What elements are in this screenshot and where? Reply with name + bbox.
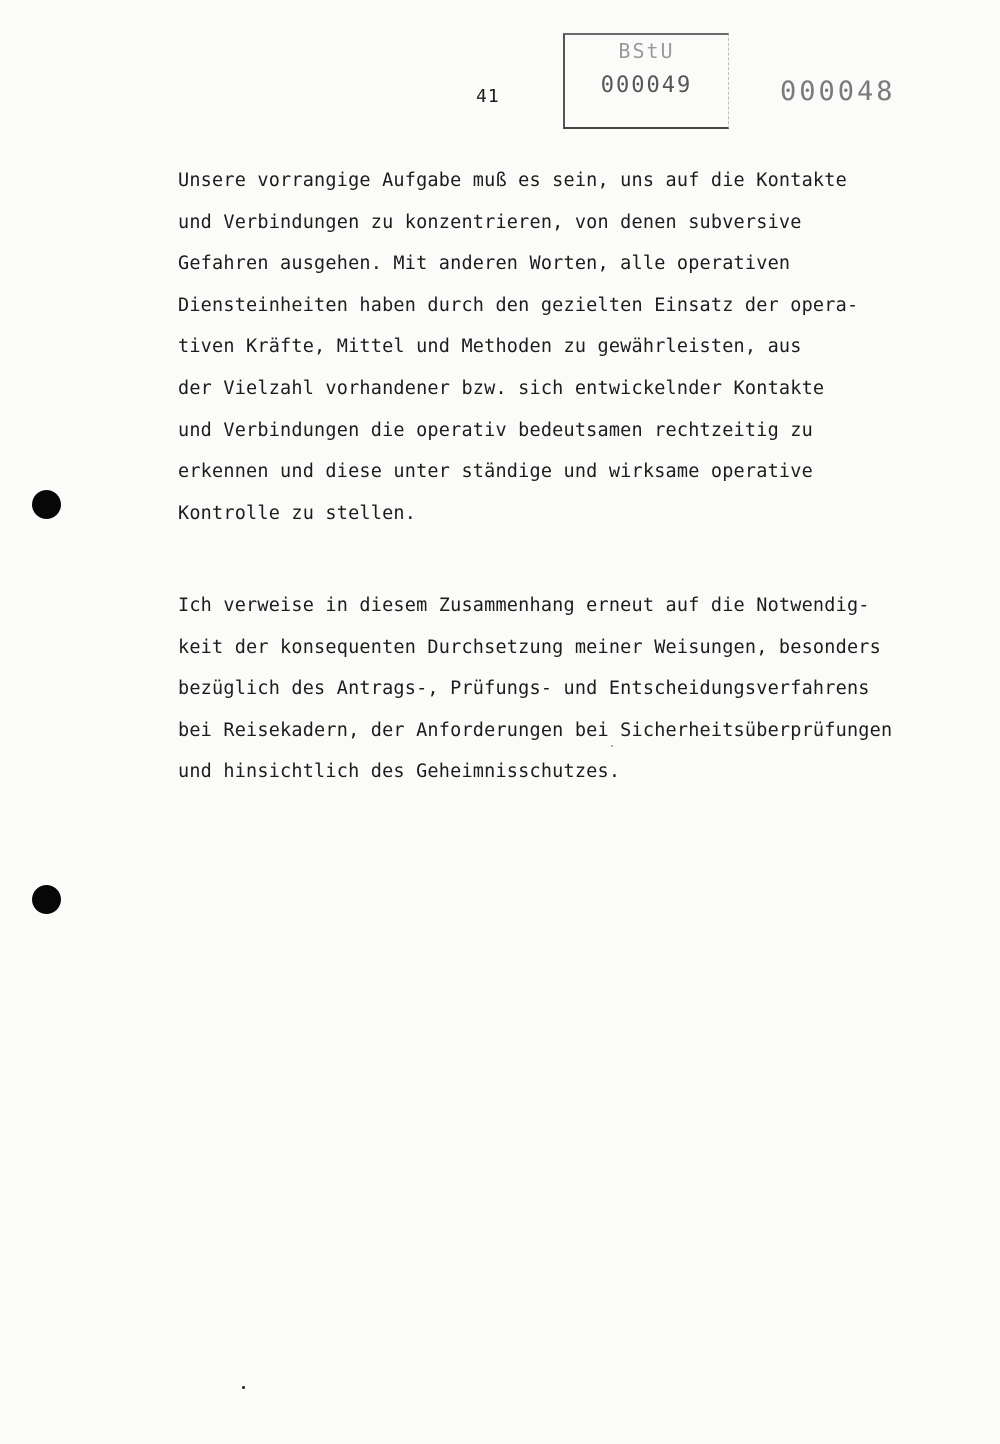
page-number: 41 [476, 86, 500, 107]
text-line: und Verbindungen die operativ bedeutsamen rechtzeitig zu [178, 419, 813, 441]
text-line: und Verbindungen zu konzentrieren, von denen subversive [178, 211, 802, 233]
text-line: Ich verweise in diesem Zusammenhang erneut auf die Notwendig- [178, 595, 870, 616]
text-line: Gefahren ausgehen. Mit anderen Worten, alle operativen [178, 253, 791, 275]
punch-hole-bottom [32, 885, 61, 914]
paragraph-2 [178, 585, 978, 793]
text-line: bei Reisekadern, der Anforderungen bei Sicherheitsüberprüfungen [178, 719, 893, 741]
text-line: erkennen und diese unter ständige und wirksame operative [178, 461, 813, 483]
paragraph-1 [178, 160, 978, 534]
text-line: bezüglich des Antrags-, Prüfungs- und Entscheidungsverfahrens [178, 678, 870, 700]
stamp-org-label: BStU [618, 39, 675, 63]
punch-hole-top [32, 490, 61, 519]
text-line: und hinsichtlich des Geheimnisschutzes. [178, 761, 621, 783]
stamp-number: 000049 [600, 73, 693, 98]
text-line: keit der konsequenten Durchsetzung meiner Weisungen, besonders [178, 636, 881, 658]
text-line: Kontrolle zu stellen. [178, 502, 417, 524]
archive-page-number: 000048 [780, 76, 896, 107]
text-line: Unsere vorrangige Aufgabe muß es sein, uns auf die Kontakte [178, 170, 847, 191]
text-line: tiven Kräfte, Mittel und Methoden zu gewährleisten, aus [178, 336, 802, 358]
text-line: der Vielzahl vorhandener bzw. sich entwickelnder Kontakte [178, 377, 825, 399]
text-line: Diensteinheiten haben durch den gezielten Einsatz der opera- [178, 294, 859, 316]
scan-speck [242, 1386, 245, 1389]
archive-stamp [563, 33, 729, 129]
scan-speck [611, 745, 613, 747]
